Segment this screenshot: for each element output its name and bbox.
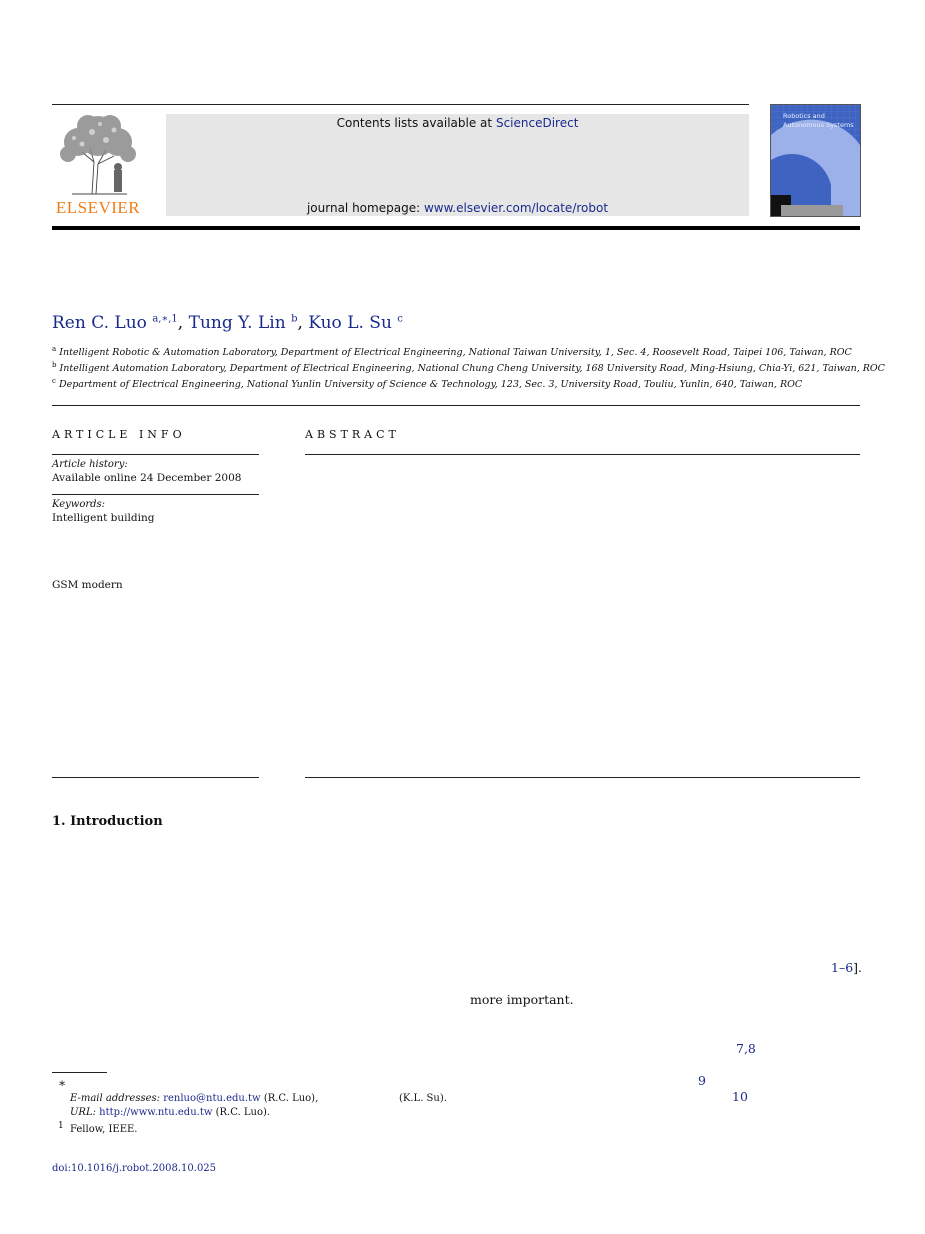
email-owner: (R.C. Luo), (263, 1093, 319, 1104)
author-2-name[interactable]: Tung Y. Lin (188, 313, 286, 333)
citation-suffix: ]. (853, 960, 863, 975)
author-sep: , (297, 313, 309, 333)
journal-homepage-link[interactable]: www.elsevier.com/locate/robot (423, 201, 609, 215)
fellow-footnote: Fellow, IEEE. (70, 1124, 138, 1135)
sciencedirect-link[interactable]: ScienceDirect (495, 116, 579, 130)
keywords-label: Keywords: (52, 499, 106, 510)
affiliation-mark: a (52, 345, 57, 353)
affiliation-c (52, 377, 802, 390)
citation-link[interactable]: 1–6 (831, 960, 854, 975)
affiliation-text: Intelligent Automation Laboratory, Department of Electrical Engineering, National Chung Cheng University, 168 University Road, Ming-Hsiung, Chia-Yi, 621, Taiwan, ROC (59, 363, 885, 375)
footnote-rule (52, 1072, 107, 1073)
elsevier-tree-icon (52, 112, 144, 196)
author-1-affil-mark: a,∗,1 (152, 313, 178, 325)
email-owner-3: (K.L. Su). (399, 1093, 447, 1104)
abstract-top-rule (305, 454, 860, 455)
header-top-rule (52, 104, 749, 105)
author-2-affil-mark: b (291, 313, 298, 325)
keyword-item: GSM modern (52, 579, 123, 591)
history-label: Article history: (52, 459, 128, 470)
article-info-bottom-rule (52, 777, 259, 778)
affiliation-text: Department of Electrical Engineering, National Yunlin University of Science & Technology, 123, Sec. 3, University Road, Touliu, Yunlin, 640, Taiwan, ROC (58, 379, 803, 391)
author-1-name[interactable]: Ren C. Luo (52, 313, 147, 333)
affiliation-mark: c (52, 377, 56, 385)
authors-bottom-rule (52, 405, 860, 406)
history-bottom-rule (52, 494, 259, 495)
author-3-affil-mark: c (397, 313, 403, 325)
url-footnote (70, 1107, 270, 1118)
contents-line (166, 116, 749, 130)
url-label: URL: (70, 1107, 96, 1118)
header-thick-rule (52, 226, 860, 230)
url-owner: (R.C. Luo). (215, 1107, 271, 1118)
keyword-item: Intelligent building (52, 512, 155, 524)
reference-1-6 (831, 960, 862, 975)
homepage-prefix: journal homepage: (306, 201, 421, 215)
cover-title-1: Robotics and (783, 112, 825, 120)
fellow-mark: 1 (58, 1121, 64, 1131)
contents-prefix: Contents lists available at (336, 116, 493, 130)
article-info-top-rule (52, 454, 259, 455)
author-sep: , (177, 313, 189, 333)
citation-link-9[interactable]: 9 (698, 1073, 706, 1088)
publisher-name: ELSEVIER (55, 198, 141, 217)
author-3-name[interactable]: Kuo L. Su (308, 313, 392, 333)
abstract-heading: ABSTRACT (305, 428, 400, 441)
corresponding-author-mark: ∗ (58, 1076, 67, 1090)
affiliation-mark: b (52, 361, 57, 369)
journal-cover (770, 104, 861, 217)
history-value: Available online 24 December 2008 (52, 472, 242, 484)
introduction-heading: 1. Introduction (52, 814, 163, 829)
author-list (52, 313, 403, 333)
url-link[interactable]: http://www.ntu.edu.tw (99, 1107, 213, 1118)
affiliation-text: Intelligent Robotic & Automation Laboratory, Department of Electrical Engineering, National Taiwan University, 1, Sec. 4, Roosevelt Road, Taipei 106, Taiwan, ROC (59, 347, 852, 359)
cover-title-2: Autonomous Systems (783, 121, 854, 129)
homepage-line (166, 201, 749, 215)
citation-link-7-8[interactable]: 7,8 (736, 1041, 756, 1056)
doi-link[interactable]: doi:10.1016/j.robot.2008.10.025 (52, 1163, 217, 1174)
affiliation-a (52, 345, 852, 358)
affiliation-b (52, 361, 885, 374)
email-label: E-mail addresses: (70, 1093, 161, 1104)
elsevier-logo (52, 112, 144, 216)
abstract-bottom-rule (305, 777, 860, 778)
body-text-fragment: more important. (470, 992, 574, 1007)
article-info-heading: ARTICLE INFO (52, 428, 186, 441)
email-footnote (70, 1093, 318, 1104)
citation-link-10[interactable]: 10 (732, 1089, 748, 1104)
email-link[interactable]: renluo@ntu.edu.tw (163, 1093, 261, 1104)
